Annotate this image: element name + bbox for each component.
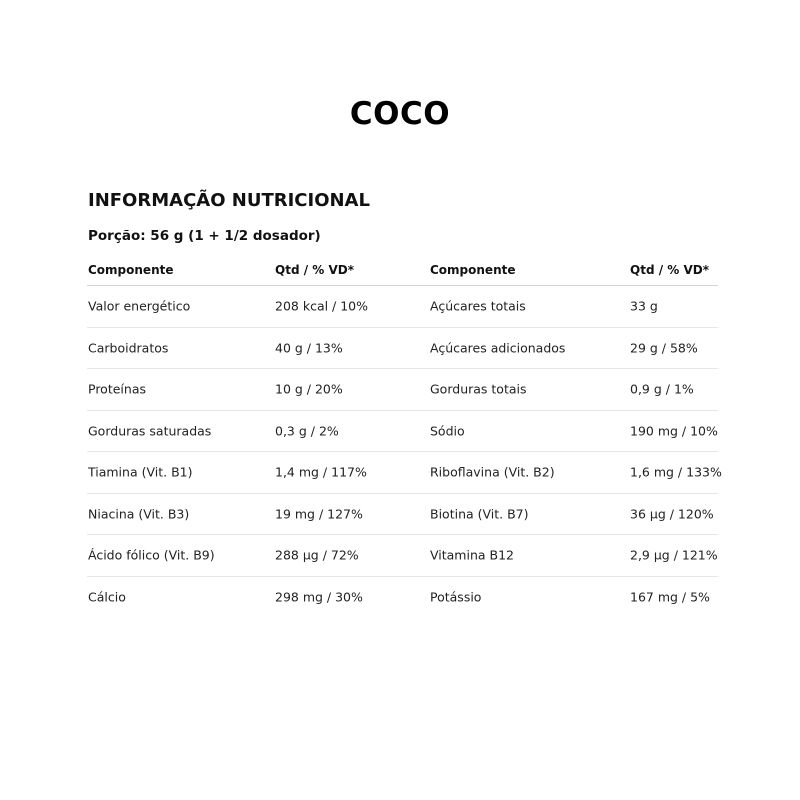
component-name: Proteínas (88, 381, 146, 397)
header-amount-right: Qtd / % VD* (630, 263, 709, 277)
table-row (87, 411, 718, 453)
component-amount: 19 mg / 127% (275, 506, 363, 522)
component-name: Tiamina (Vit. B1) (88, 464, 193, 480)
component-name: Valor energético (88, 298, 191, 314)
component-name: Gorduras totais (430, 381, 527, 397)
table-header-row (87, 255, 718, 286)
table-row (87, 286, 718, 328)
component-name: Carboidratos (88, 340, 169, 356)
component-amount: 1,4 mg / 117% (275, 464, 367, 480)
table-row (87, 494, 718, 536)
component-name: Biotina (Vit. B7) (430, 506, 529, 522)
component-amount: 190 mg / 10% (630, 423, 718, 439)
component-amount: 208 kcal / 10% (275, 298, 369, 314)
component-name: Sódio (430, 423, 465, 439)
portion-info: Porção: 56 g (1 + 1/2 dosador) (88, 228, 321, 244)
component-amount: 2,9 µg / 121% (630, 547, 718, 563)
component-name: Riboflavina (Vit. B2) (430, 464, 555, 480)
nutrition-section-title: INFORMAÇÃO NUTRICIONAL (88, 190, 370, 211)
component-amount: 288 µg / 72% (275, 547, 359, 563)
header-component-left: Componente (88, 263, 174, 277)
product-flavor-title: COCO (349, 96, 451, 132)
component-name: Cálcio (88, 589, 126, 605)
table-row (87, 535, 718, 577)
table-row (87, 328, 718, 370)
component-amount: 10 g / 20% (275, 381, 343, 397)
component-name: Potássio (430, 589, 482, 605)
header-component-right: Componente (430, 263, 516, 277)
component-amount: 0,9 g / 1% (630, 381, 694, 397)
component-amount: 29 g / 58% (630, 340, 698, 356)
table-row (87, 452, 722, 494)
nutrition-table (87, 255, 722, 617)
component-name: Ácido fólico (Vit. B9) (88, 547, 215, 563)
component-name: Vitamina B12 (430, 547, 514, 563)
component-name: Niacina (Vit. B3) (88, 506, 190, 522)
component-amount: 298 mg / 30% (275, 589, 363, 605)
component-amount: 36 µg / 120% (630, 506, 714, 522)
component-amount: 33 g (630, 298, 658, 314)
component-amount: 167 mg / 5% (630, 589, 710, 605)
table-row (87, 369, 718, 411)
table-row (87, 577, 718, 618)
component-name: Gorduras saturadas (88, 423, 212, 439)
component-name: Açúcares adicionados (430, 340, 566, 356)
component-amount: 40 g / 13% (275, 340, 343, 356)
component-amount: 1,6 mg / 133% (630, 464, 722, 480)
component-amount: 0,3 g / 2% (275, 423, 339, 439)
header-amount-left: Qtd / % VD* (275, 263, 354, 277)
component-name: Açúcares totais (430, 298, 526, 314)
